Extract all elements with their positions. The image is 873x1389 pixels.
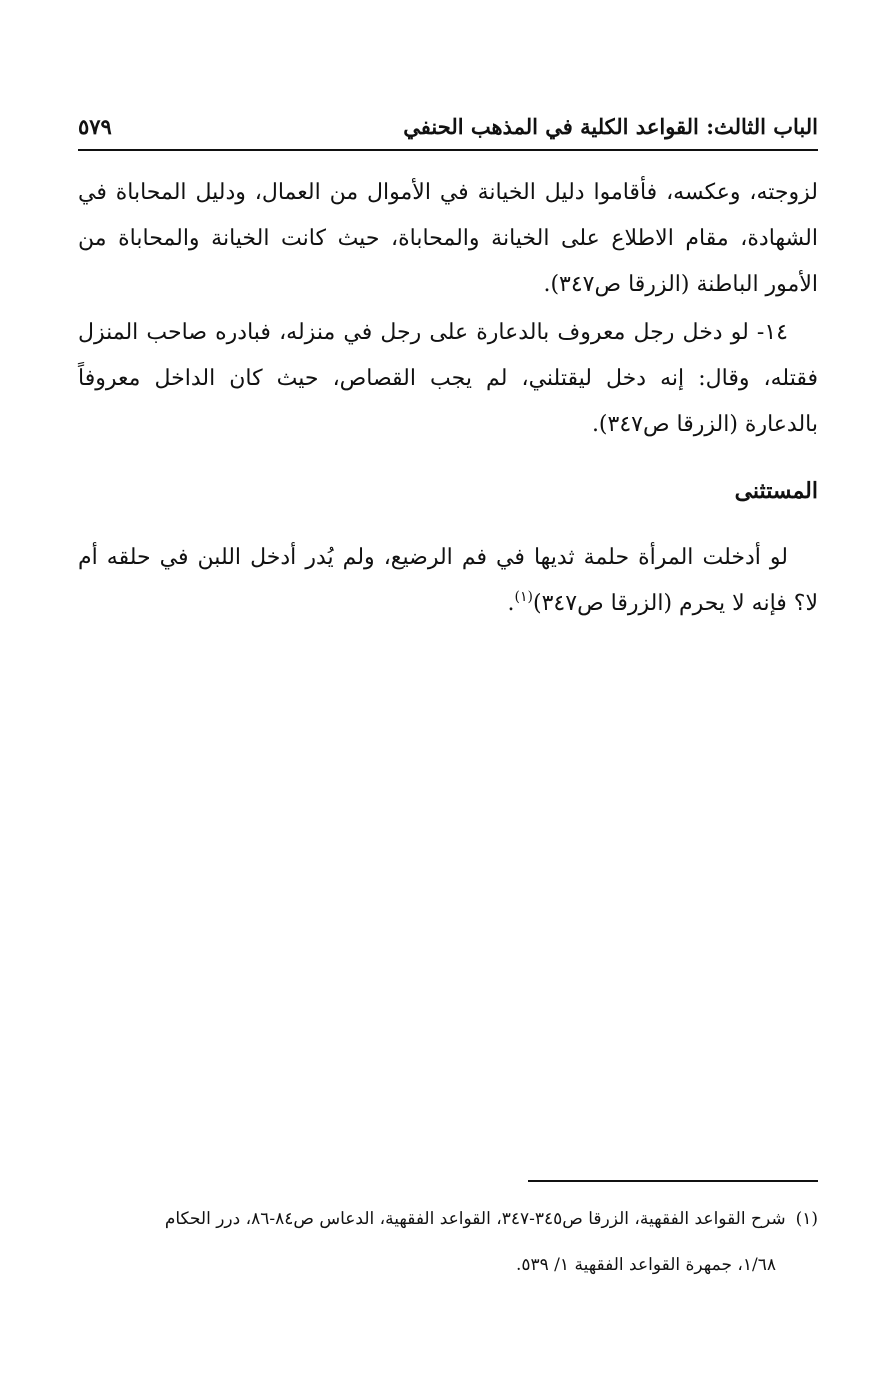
paragraph-text: ١٤- لو دخل رجل معروف بالدعارة على رجل في منزله، فبادره صاحب المنزل فقتله، وقال: إنه دخل ليقتلني، لم يجب القصاص، حيث كان الداخل معروفاً بالدعارة (الزرقا ص٣٤٧). bbox=[78, 320, 818, 437]
paragraph-exception bbox=[78, 535, 818, 627]
footnote-reference[interactable]: (١) bbox=[514, 589, 534, 605]
footnote-text: شرح القواعد الفقهية، الزرقا ص٣٤٥-٣٤٧، القواعد الفقهية، الدعاس ص٨٤-٨٦، درر الحكام bbox=[164, 1209, 786, 1229]
footnotes bbox=[78, 1196, 818, 1288]
footnote-1-continuation bbox=[78, 1242, 818, 1288]
section-heading: المستثنى bbox=[734, 478, 818, 504]
page-number: ٥٧٩ bbox=[78, 114, 112, 139]
paragraph-item-14 bbox=[78, 310, 818, 448]
running-header bbox=[78, 108, 818, 148]
chapter-title: الباب الثالث: القواعد الكلية في المذهب الحنفي bbox=[403, 114, 818, 139]
paragraph-text: لزوجته، وعكسه، فأقاموا دليل الخيانة في الأموال من العمال، ودليل المحاباة في الشهادة، مقام الاطلاع على الخيانة والمحاباة، حيث كانت الخيانة والمحاباة من الأمور الباطنة (الزرقا ص٣٤٧). bbox=[78, 180, 818, 297]
footnote-marker: (١) bbox=[795, 1209, 818, 1229]
paragraph-end-punctuation: . bbox=[507, 591, 515, 616]
footnote-text: ١/٦٨، جمهرة القواعد الفقهية ١/ ٥٣٩. bbox=[515, 1255, 776, 1275]
footnote-1 bbox=[78, 1196, 818, 1242]
footnote-divider bbox=[528, 1180, 818, 1182]
paragraph-continuation bbox=[78, 170, 818, 308]
paragraph-text: لو أدخلت المرأة حلمة ثديها في فم الرضيع، ولم يُدر أدخل اللبن في حلقه أم لا؟ فإنه لا يحرم (الزرقا ص٣٤٧) bbox=[78, 545, 818, 616]
header-divider bbox=[78, 149, 818, 151]
